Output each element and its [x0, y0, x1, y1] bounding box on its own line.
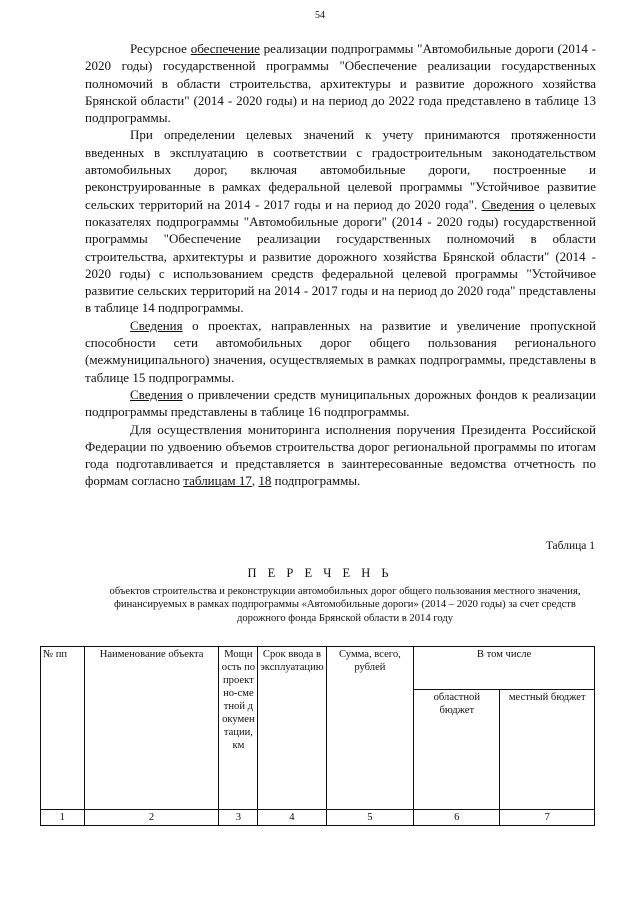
- header-term: Срок ввода в эксплуатацию: [258, 647, 326, 810]
- text-run: о проектах, направленных на развитие и увеличение пропускной способности сети автомобильных дорог общего пользования регионального (межмуниципального) значения, осуществляемых в рамках подпрограммы, представлены в таблице 15 подпрограммы.: [85, 317, 596, 385]
- table-label: Таблица 1: [545, 540, 595, 552]
- underlined-reference: Сведения: [130, 386, 183, 402]
- underlined-reference: 18: [258, 473, 272, 489]
- column-number: 5: [326, 810, 414, 826]
- paragraph: [85, 386, 596, 421]
- header-num: № пп: [41, 647, 85, 810]
- text-run: о привлечении средств муниципальных дорожных фондов к реализации подпрограммы представлены в таблице 16 подпрограммы.: [85, 386, 596, 420]
- column-number: 3: [219, 810, 258, 826]
- text-run: При определении целевых значений к учету принимаются протяженности введенных в эксплуатацию в соответствии с градостроительным законодательством автомобильных дорог, включая автомобильные дороги, построенные и реконструированные в рамках федеральной целевой программы "Устойчивое развитие сельских территорий на 2014 - 2017 годы и на период до 2020 года".: [85, 127, 596, 212]
- header-regional-budget: областной бюджет: [414, 690, 500, 810]
- paragraph: [85, 317, 596, 386]
- header-sum: Сумма, всего, рублей: [326, 647, 414, 810]
- body-text: [85, 40, 596, 490]
- paragraph: [85, 126, 596, 316]
- table-caption: объектов строительства и реконструкции автомобильных дорог общего пользования местного значения, финансируемых в рамках подпрограммы «Автомобильные дороги» (2014 – 2020 годы) за счет средств дорожного фонда Брянской области в 2014 году: [109, 586, 581, 624]
- underlined-reference: Сведения: [130, 317, 183, 333]
- page-number: 54: [315, 10, 325, 21]
- text-run: о целевых показателях подпрограммы "Автомобильные дороги" (2014 - 2020 годы) государственной программы "Обеспечение реализации государственных полномочий в области строительства, архитектуры и развитие дорожного хозяйства Брянской области" (2014 - 2020 годы) с использованием средств федеральной целевой программы "Устойчивое развитие сельских территорий на 2014 - 2017 годы и на период до 2020 года" представлены в таблице 14 подпрограммы.: [85, 196, 597, 316]
- column-number: 4: [258, 810, 326, 826]
- paragraph: [85, 421, 596, 490]
- text-run: подпрограммы.: [271, 473, 361, 489]
- text-run: Ресурсное: [130, 41, 191, 56]
- text-run: Для осуществления мониторинга исполнения поручения Президента Российской Федерации по удвоению объемов строительства дорог региональной программы по итогам года подготавливается и представляется в заинтересованные ведомства отчетность по формам согласно: [85, 421, 596, 489]
- column-number: 2: [84, 810, 219, 826]
- paragraph: [85, 40, 596, 126]
- text-run: реализации подпрограммы "Автомобильные дороги (2014 - 2020 годы) государственной программы "Обеспечение реализации государственных полномочий в области строительства, архитектуры и развитие дорожного хозяйства Брянской области" (2014 - 2020 годы) и на период до 2022 года представлено в таблице 13 подпрограммы.: [85, 41, 596, 126]
- underlined-reference: Сведения: [481, 196, 535, 212]
- underlined-reference: обеспечение: [190, 41, 260, 56]
- table-heading: П Е Р Е Ч Е Н Ь: [247, 566, 393, 580]
- underlined-reference: таблицам 17: [183, 473, 252, 489]
- column-number: 6: [414, 810, 500, 826]
- header-name: Наименование объекта: [84, 647, 219, 810]
- column-number: 7: [500, 810, 595, 826]
- header-including: В том числе: [414, 647, 595, 690]
- header-power: Мощность по проектно-сметной документации, км: [219, 647, 258, 810]
- text-run: ,: [251, 473, 259, 489]
- objects-table: [40, 646, 595, 826]
- column-number: 1: [41, 810, 85, 826]
- header-local-budget: местный бюджет: [500, 690, 595, 810]
